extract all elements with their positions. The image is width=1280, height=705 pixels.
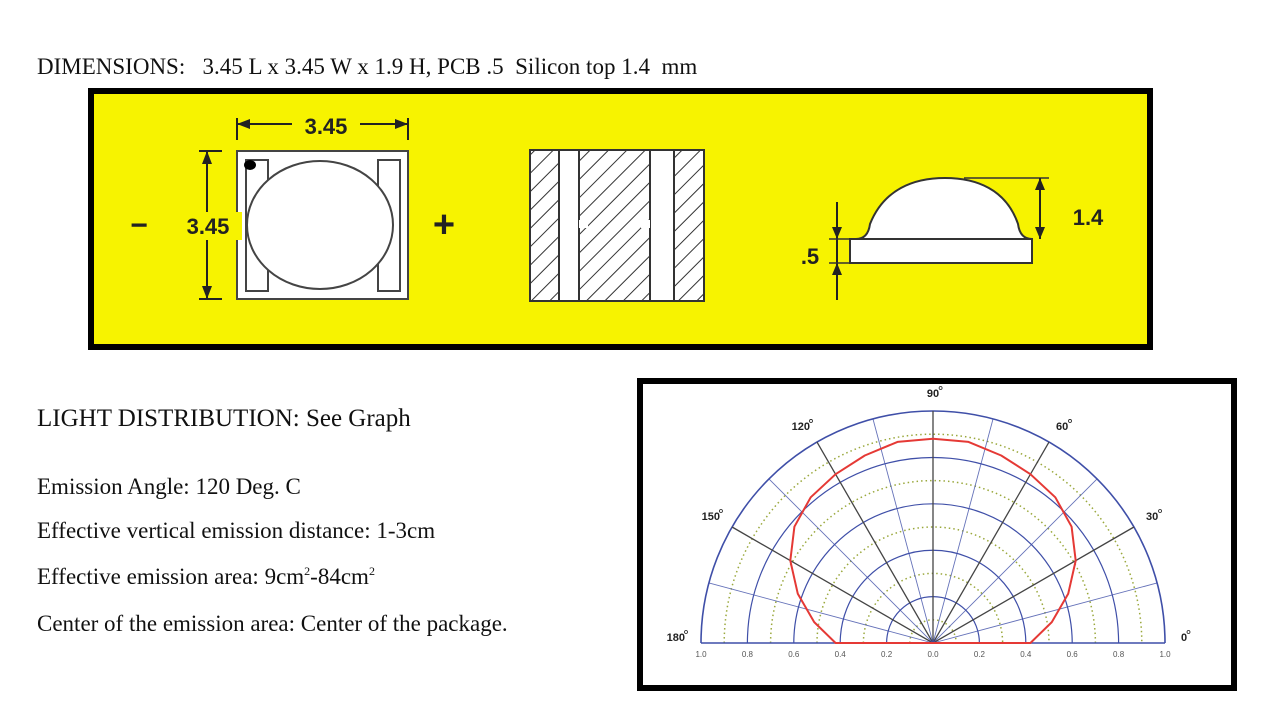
- plus-sign: +: [432, 204, 456, 246]
- radial-tick-label: 0.2: [973, 650, 985, 659]
- radial-tick-label: 0.8: [741, 650, 753, 659]
- angle-label: 60: [1056, 420, 1069, 433]
- package-drawing-svg: [94, 94, 1147, 344]
- minus-sign: −: [130, 209, 148, 242]
- spoke-line: [933, 527, 1134, 643]
- minor-spoke-line: [709, 583, 933, 643]
- spoke-line: [817, 442, 933, 643]
- radial-tick-label: 0.6: [788, 650, 800, 659]
- radial-tick-label: 0.6: [1066, 650, 1078, 659]
- angle-label: 120: [791, 420, 810, 433]
- light-distribution-graph: [637, 378, 1237, 691]
- minor-spoke-line: [933, 419, 993, 643]
- radial-tick-label: 1.0: [1159, 650, 1171, 659]
- radial-tick-label: 0.4: [1020, 650, 1032, 659]
- polarity-dot: [244, 160, 256, 170]
- radial-tick-label: 0.0: [927, 650, 939, 659]
- emission-area: Effective emission area: $9cm^2-84cm^2$: [37, 564, 375, 589]
- package-drawing: [88, 88, 1153, 350]
- dome-height-label: 1.4: [1072, 205, 1104, 230]
- degree-mark: [1159, 510, 1162, 513]
- bottom-view: [530, 150, 704, 301]
- spoke-line: [732, 527, 933, 643]
- vertical-emission-distance: Effective vertical emission distance: 1-3cm: [37, 518, 436, 543]
- top-view: [130, 108, 455, 299]
- degree-mark: [1069, 419, 1072, 422]
- angle-label: 0: [1181, 632, 1188, 644]
- polar-chart: [643, 384, 1231, 685]
- bottom-view-gap-left: [559, 150, 579, 301]
- radial-tick-label: 0.4: [834, 650, 846, 659]
- pcb-thickness-label: .5: [800, 244, 820, 269]
- degree-mark: [1187, 631, 1190, 634]
- angle-label: 30: [1146, 511, 1159, 523]
- radial-tick-label: 0.2: [881, 650, 893, 659]
- light-distribution-title: LIGHT DISTRIBUTION: See Graph: [37, 405, 411, 432]
- minor-spoke-line: [873, 419, 933, 643]
- side-view: [801, 178, 1104, 300]
- bottom-view-body: [530, 150, 704, 301]
- dimensions-value: 3.45 L x 3.45 W x 1.9 H, PCB .5 Silicon top 1.4 mm: [202, 54, 698, 79]
- emission-center: Center of the emission area: Center of the package.: [37, 611, 508, 636]
- height-label: 3.45: [186, 214, 230, 239]
- spoke-line: [933, 442, 1049, 643]
- pcb-base: [850, 239, 1032, 263]
- radial-tick-label: 1.0: [695, 650, 707, 659]
- angle-label: 150: [701, 511, 720, 523]
- bottom-view-gap-right: [650, 150, 674, 301]
- minor-spoke-line: [933, 583, 1157, 643]
- silicon-dome: [856, 178, 1032, 239]
- angle-label: 90: [926, 388, 940, 400]
- angle-label: 180: [666, 632, 685, 644]
- radial-tick-label: 0.8: [1113, 650, 1125, 659]
- emission-angle: Emission Angle: 120 Deg. C: [37, 474, 301, 499]
- lens-circle: [247, 161, 393, 289]
- dimensions-label: DIMENSIONS:: [37, 54, 186, 79]
- width-label: 3.45: [304, 114, 348, 139]
- dimensions-heading: [37, 54, 697, 80]
- degree-mark: [939, 387, 942, 390]
